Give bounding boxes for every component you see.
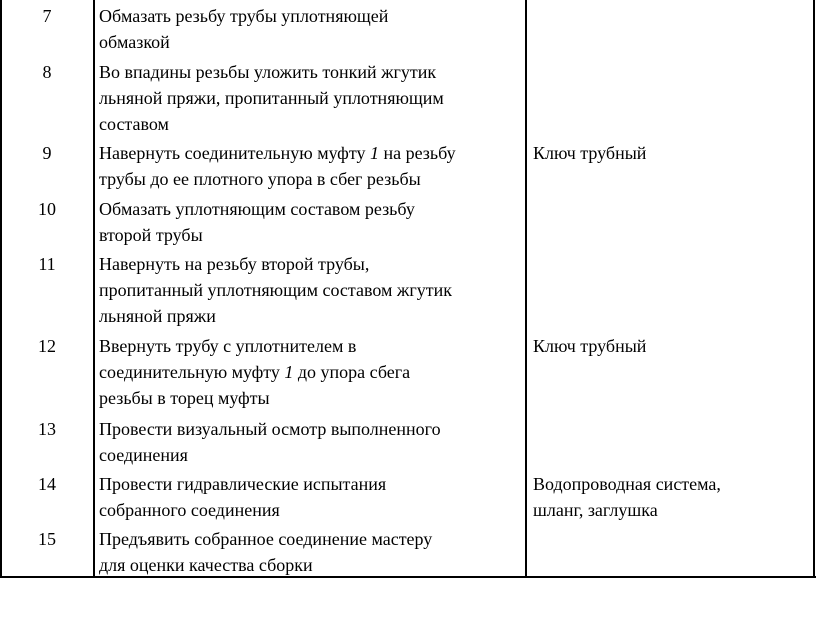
step-number: 11 xyxy=(38,254,56,274)
operation-text: Навернуть соединительную муфту 1 на резьбу трубы до ее плотного упора в сбег резьбы xyxy=(99,143,456,189)
step-number: 14 xyxy=(38,474,56,494)
table-border-right xyxy=(813,0,815,578)
step-number: 12 xyxy=(38,336,56,356)
operation-text: Предъявить собранное соединение мастеру для оценки качества сборки xyxy=(99,529,433,575)
step-number: 13 xyxy=(38,419,56,439)
tool-text: Ключ трубный xyxy=(533,336,647,356)
operation-text: Во впадины резьбы уложить тонкий жгутик льняной пряжи, пропитанный уплотняющим составом xyxy=(99,62,444,134)
step-number: 7 xyxy=(42,6,52,26)
operation-text: Провести гидравлические испытания собранного соединения xyxy=(99,474,387,520)
operation-text: Обмазать резьбу трубы уплотняющей обмазкой xyxy=(99,6,389,52)
step-number: 9 xyxy=(42,143,52,163)
operation-text: Обмазать уплотняющим составом резьбу второй трубы xyxy=(99,199,415,245)
step-number: 10 xyxy=(38,199,56,219)
operation-text: Провести визуальный осмотр выполненного соединения xyxy=(99,419,441,465)
tool-text: Водопроводная система, шланг, заглушка xyxy=(533,474,721,520)
operation-text: Навернуть на резьбу второй трубы, пропитанный уплотняющим составом жгутик льняной пряжи xyxy=(99,254,452,326)
column-divider-2 xyxy=(525,0,527,578)
step-number: 15 xyxy=(38,529,56,549)
step-number: 8 xyxy=(42,62,52,82)
operation-text: Ввернуть трубу с уплотнителем в соединительную муфту 1 до упора сбега резьбы в торец муфты xyxy=(99,336,411,408)
tool-text: Ключ трубный xyxy=(533,143,647,163)
